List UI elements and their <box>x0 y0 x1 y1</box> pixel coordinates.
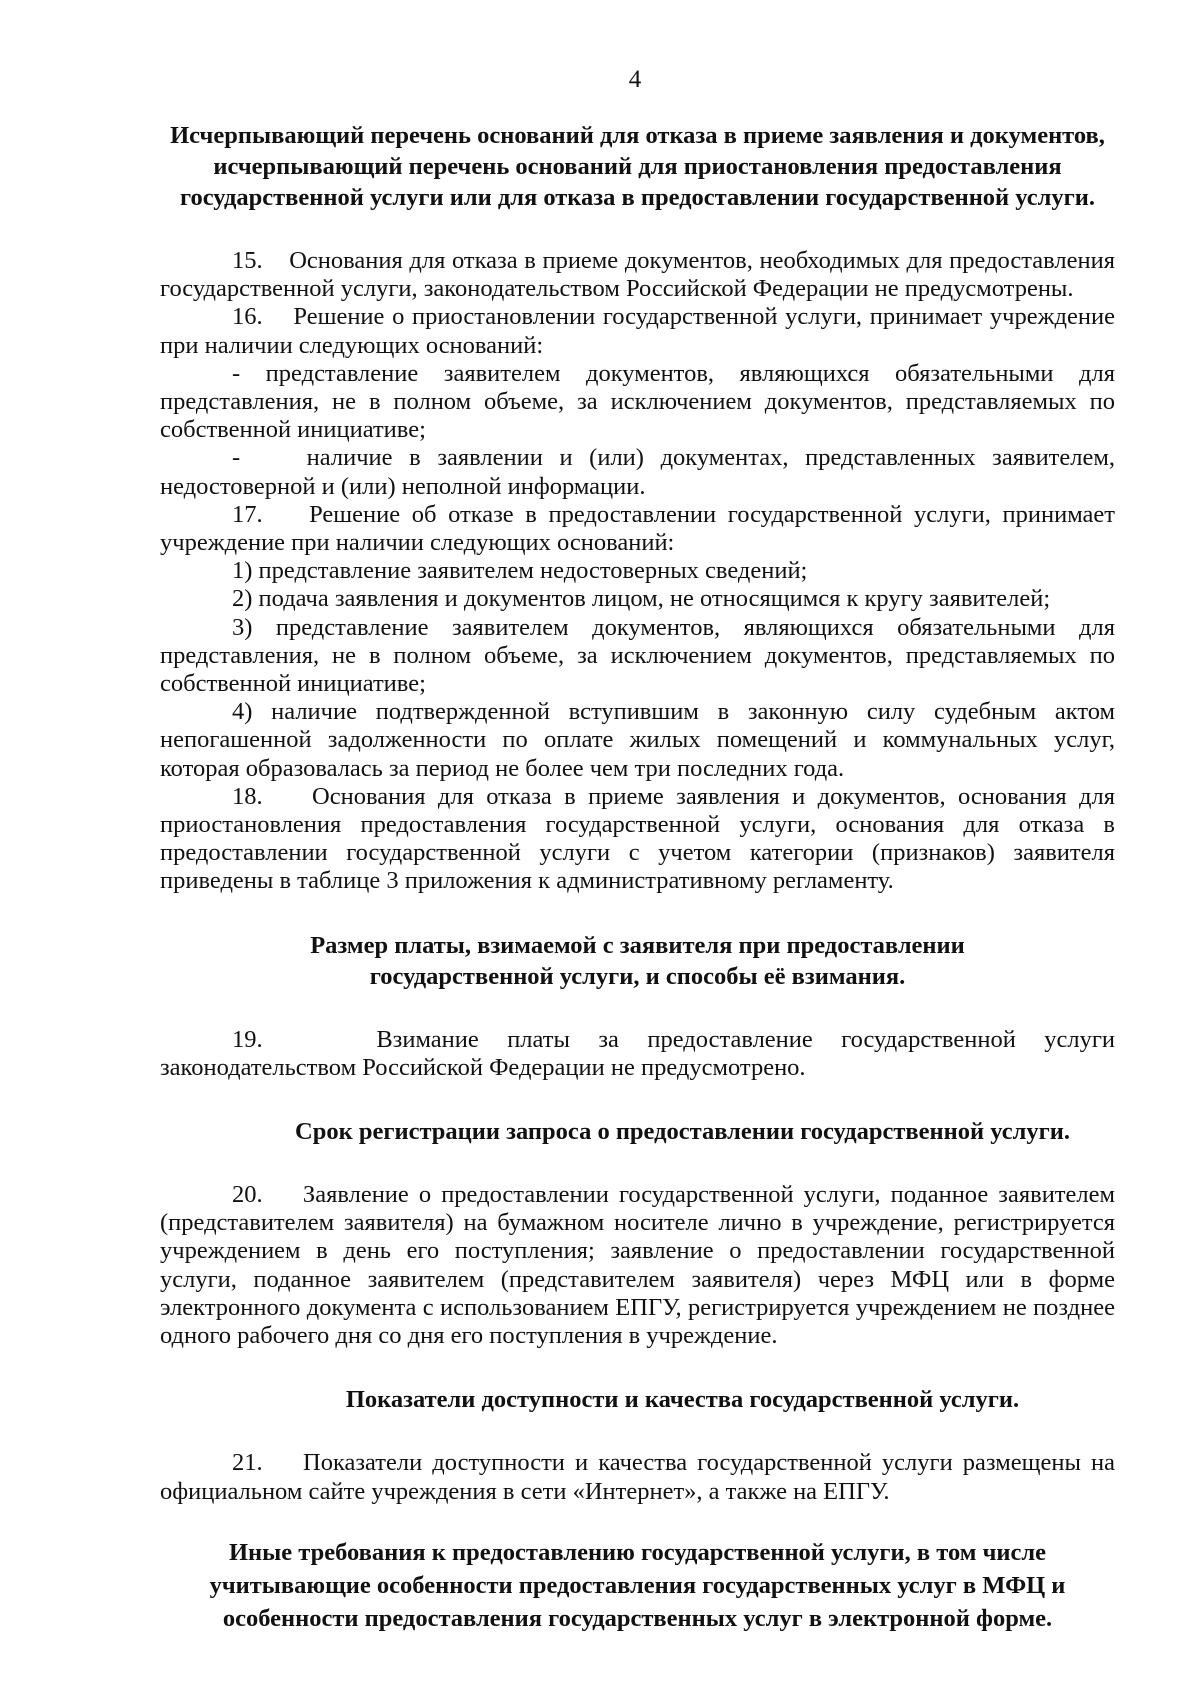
paragraph-21: 21. Показатели доступности и качества государственной услуги размещены на официальном сайте учреждения в сети «Интернет», а также на ЕПГУ. <box>160 1449 1115 1505</box>
paragraph-15: 15. Основания для отказа в приеме документов, необходимых для предоставления государственной услуги, законодательством Российской Федерации не предусмотрены. <box>160 247 1115 303</box>
paragraph-16: 16. Решение о приостановлении государственной услуги, принимает учреждение при наличии следующих оснований: <box>160 303 1115 359</box>
paragraph-16-item-1: - представление заявителем документов, являющихся обязательными для представления, не в полном объеме, за исключением документов, представляемых по собственной инициативе; <box>160 359 1115 444</box>
paragraph-17-item-1: 1) представление заявителем недостоверных сведений; <box>232 557 808 585</box>
page-number: 4 <box>628 66 642 93</box>
paragraph-20: 20. Заявление о предоставлении государственной услуги, поданное заявителем (представителем заявителя) на бумажном носителе лично в учреждение, регистрируется учреждением в день его поступления; заявление о предоставлении государственной услуги, поданное заявителем (представителем заявителя) через МФЦ или в форме электронного документа с использованием ЕПГУ, регистрируется учреждением не позднее одного рабочего дня со дня его поступления в учреждение. <box>160 1181 1115 1350</box>
paragraph-19: 19. Взимание платы за предоставление государственной услуги законодательством Российской Федерации не предусмотрено. <box>160 1025 1115 1081</box>
paragraph-17-item-4: 4) наличие подтвержденной вступившим в законную силу судебным актом непогашенной задолженности по оплате жилых помещений и коммунальных услуг, которая образовалась за период не более чем три последних года. <box>160 698 1115 782</box>
section-heading-other-requirements: Иные требования к предоставлению государственной услуги, в том числе учитывающие особенности предоставления государственных услуг в МФЦ и особенности предоставления государственных услуг в электронной форме. <box>209 1538 1066 1632</box>
section-heading-quality-indicators: Показатели доступности и качества государственной услуги. <box>345 1386 1020 1414</box>
paragraph-16-item-2: - наличие в заявлении и (или) документах, представленных заявителем, недостоверной и (или) неполной информации. <box>160 444 1115 500</box>
paragraph-17: 17. Решение об отказе в предоставлении государственной услуги, принимает учреждение при наличии следующих оснований: <box>160 500 1115 557</box>
paragraph-18: 18. Основания для отказа в приеме заявления и документов, основания для приостановления предоставления государственной услуги, основания для отказа в предоставлении государственной услуги с учетом категории (признаков) заявителя приведены в таблице 3 приложения к административному регламенту. <box>160 782 1115 895</box>
section-heading-registration-term: Срок регистрации запроса о предоставлении государственной услуги. <box>295 1118 1070 1146</box>
paragraph-17-item-3: 3) представление заявителем документов, являющихся обязательными для представления, не в полном объеме, за исключением документов, представляемых по собственной инициативе; <box>160 613 1115 698</box>
section-heading-refusal-grounds: Исчерпывающий перечень оснований для отказа в приеме заявления и документов, исчерпывающий перечень оснований для приостановления предоставления государственной услуги или для отказа в предоставлении государственной услуги. <box>170 122 1105 211</box>
section-heading-fee: Размер платы, взимаемой с заявителя при предоставлении государственной услуги, и способы её взимания. <box>310 931 965 990</box>
document-body <box>160 120 1115 1635</box>
paragraph-17-item-2: 2) подача заявления и документов лицом, не относящимся к кругу заявителей; <box>232 585 1051 613</box>
